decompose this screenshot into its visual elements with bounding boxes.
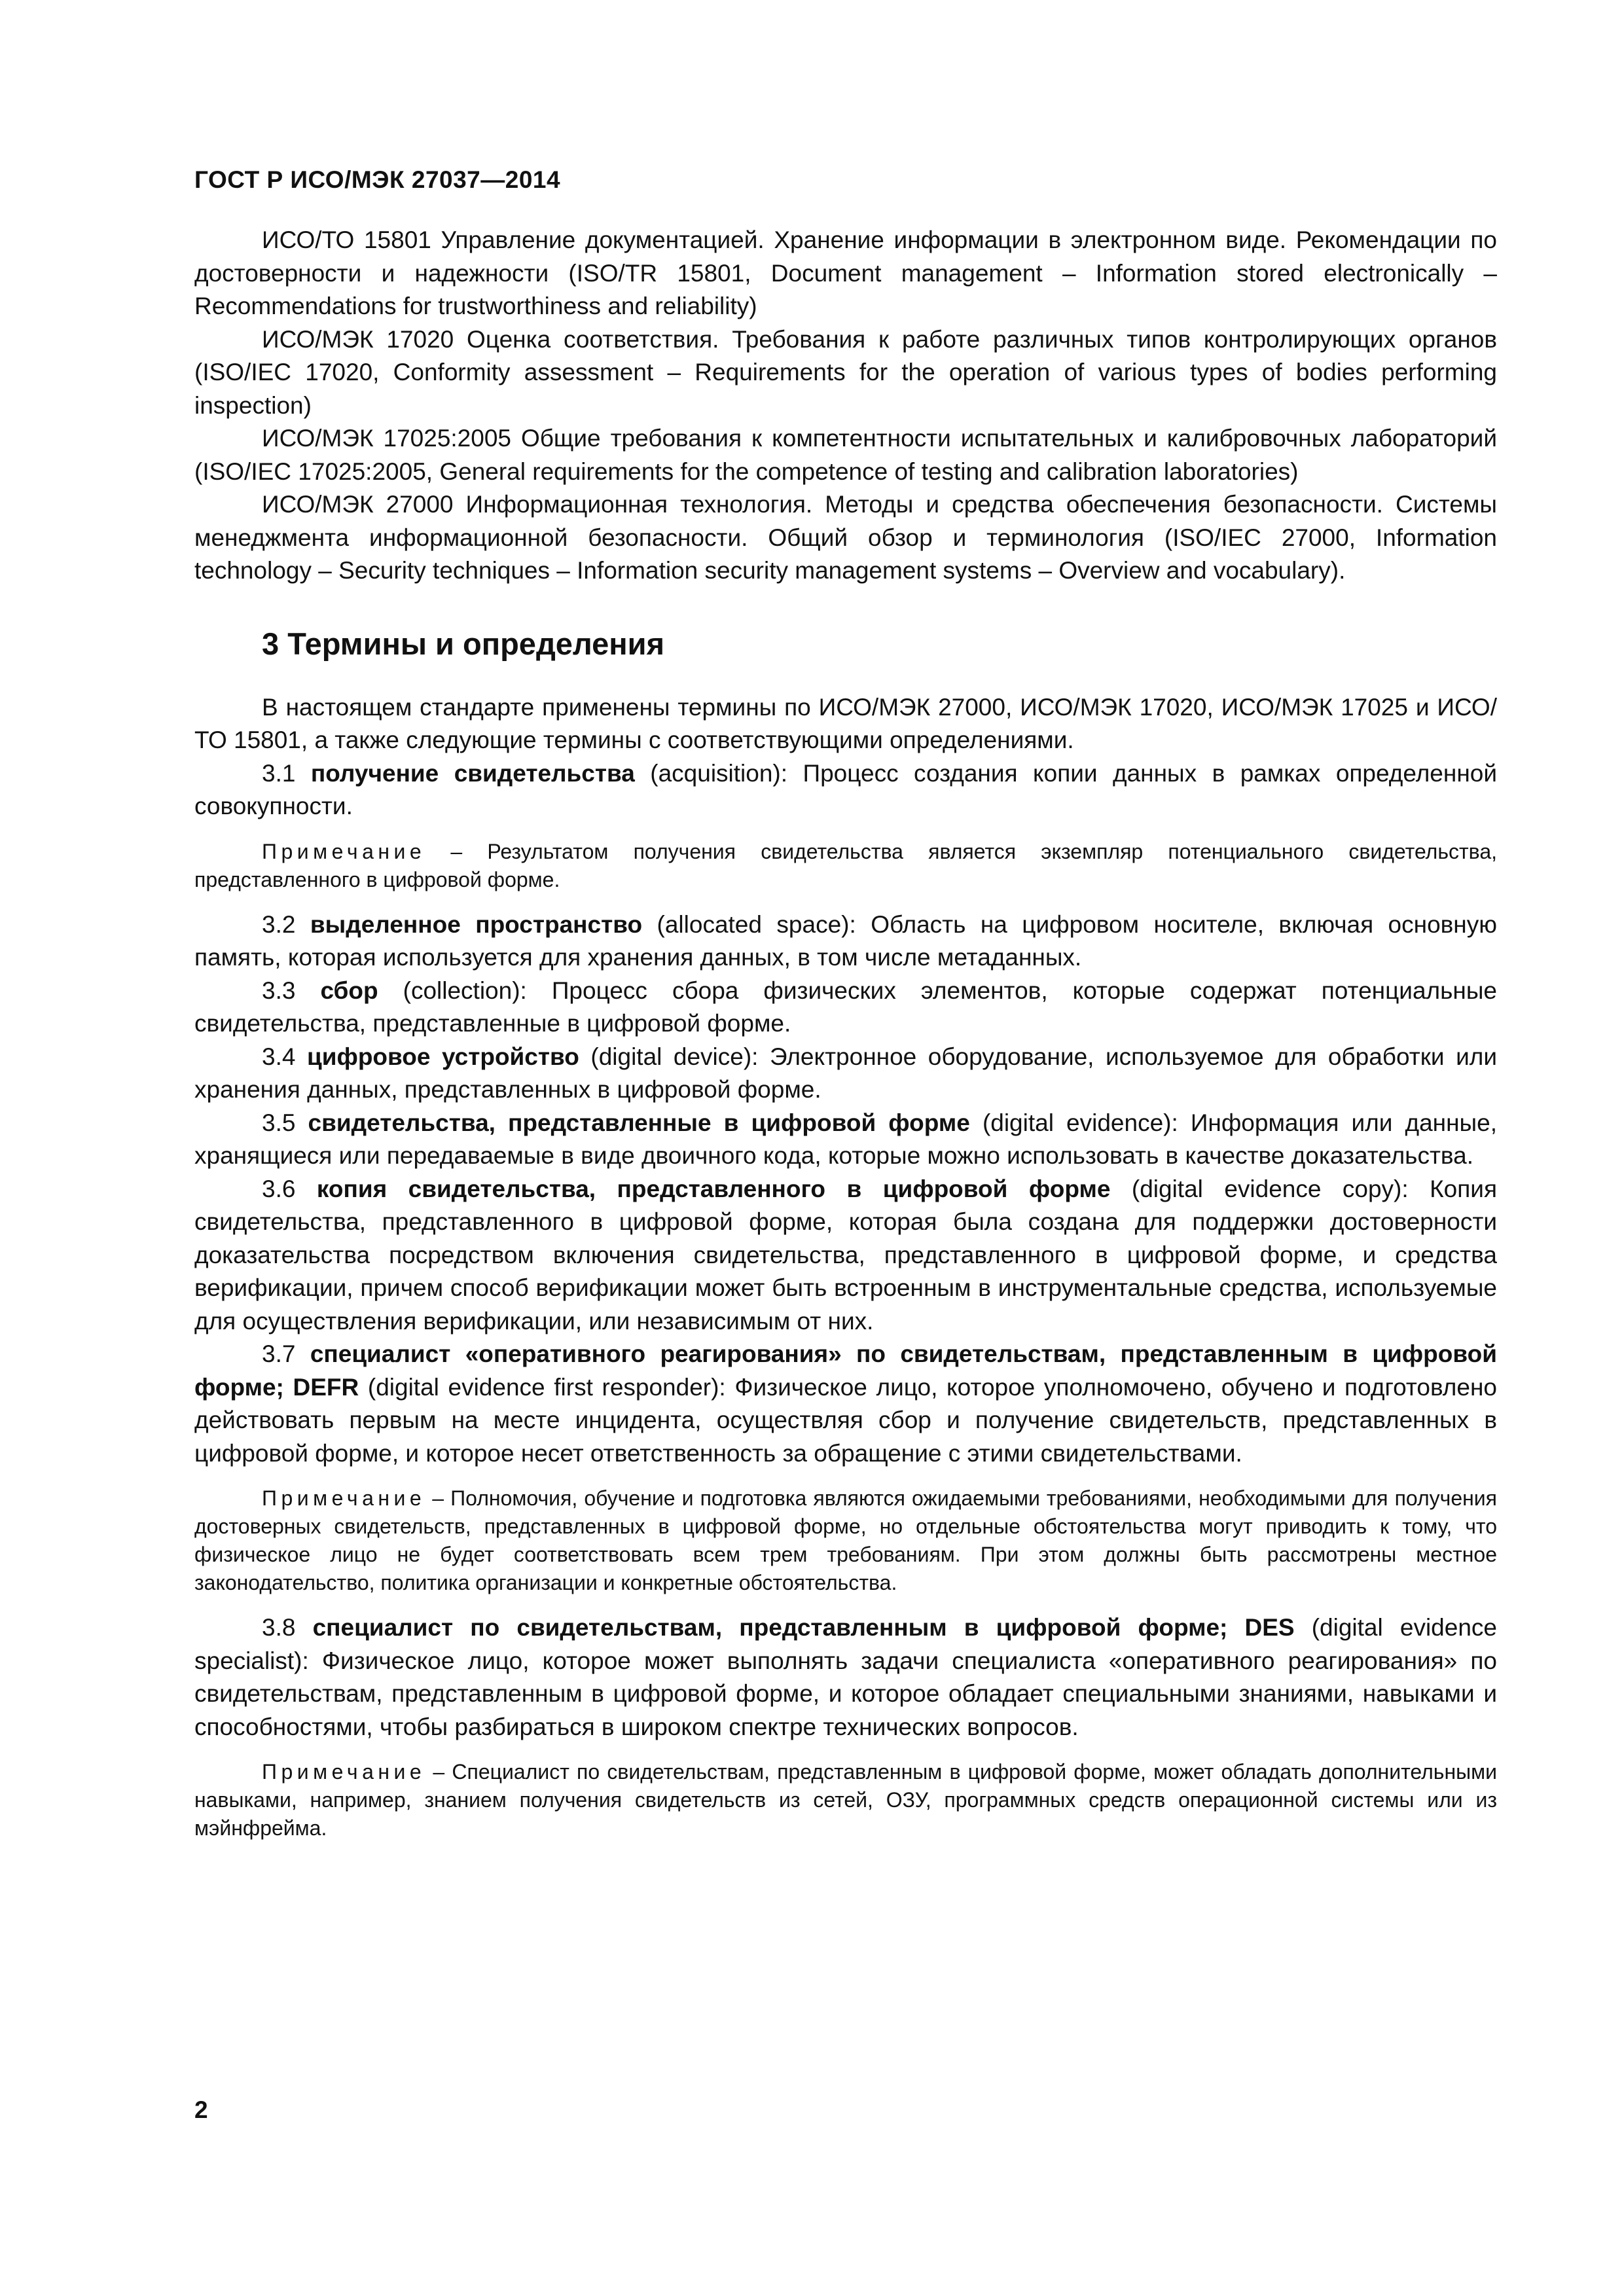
reference-item: ИСО/ТО 15801 Управление документацией. Хранение информации в электронном виде. Рекомендации по достоверности и надежности (ISO/TR 15801, Document management – Information stored electronically – Recommendations for trustworthiness and reliability) [194,226,1497,319]
term-name: копия свидетельства, представленного в цифровой форме [316,1175,1111,1202]
term-number: 3.3 [262,977,296,1004]
reference-item: ИСО/МЭК 17025:2005 Общие требования к компетентности испытательных и калибровочных лабораторий (ISO/IEC 17025:2005, General requirements for the competence of testing and calibration laboratories) [194,425,1497,485]
term-number: 3.1 [262,759,296,787]
reference-item: ИСО/МЭК 27000 Информационная технология. Методы и средства обеспечения безопасности. Системы менеджмента информационной безопасности. Общий обзор и терминология (ISO/IEC 27000, Information technology – Security techniques – Information security management systems – Overview and vocabulary). [194,491,1497,584]
term-entry [194,1338,1497,1470]
term-entry [194,1041,1497,1107]
term-entry [194,1107,1497,1173]
standard-header: ГОСТ Р ИСО/МЭК 27037—2014 [194,166,561,193]
note-label: Примечание [262,839,426,863]
page-number: 2 [194,2096,208,2123]
term-number: 3.6 [262,1175,296,1202]
term-definition: (acquisition): Процесс создания копии данных в рамках определенной совокупности. [194,759,1497,819]
section-intro: В настоящем стандарте применены термины по ИСО/МЭК 27000, ИСО/МЭК 17020, ИСО/МЭК 17025 и ИСО/ТО 15801, а также следующие термины с соответствующими определениями. [194,693,1497,753]
note-text: – Полномочия, обучение и подготовка являются ожидаемыми требованиями, необходимыми для получения достоверных свидетельств, представленных в цифровой форме, но отдельные обстоятельства могут приводить к тому, что физическое лицо не будет соответствовать всем трем требованиям. При этом должны быть рассмотрены местное законодательство, политика организации и конкретные обстоятельства. [194,1486,1497,1594]
term-name: выделенное пространство [310,910,643,938]
term-definition: (digital device): Электронное оборудование, используемое для обработки или хранения данных, представленных в цифровой форме. [194,1043,1498,1103]
term-number: 3.7 [262,1340,296,1367]
reference-item: ИСО/МЭК 17020 Оценка соответствия. Требования к работе различных типов контролирующих органов (ISO/IEC 17020, Conformity assessment – Requirements for the operation of various types of bodies performing inspection) [194,325,1497,419]
note [194,1758,1497,1842]
term-definition: (digital evidence): Информация или данные, хранящиеся или передаваемые в виде двоичного кода, которые можно использовать в качестве доказательства. [194,1109,1497,1169]
note [194,1484,1497,1597]
term-entry [194,908,1497,975]
term-entry [194,975,1497,1041]
term-name: специалист «оперативного реагирования» по свидетельствам, представленным в цифровой форме; DEFR [194,1340,1497,1401]
normative-references [194,224,1497,588]
term-entry [194,1173,1497,1338]
term-name: свидетельства, представленные в цифровой форме [308,1109,970,1136]
page-content [194,224,1497,1857]
term-number: 3.8 [262,1614,296,1641]
note-label: Примечание [262,1486,426,1510]
note-text: – Результатом получения свидетельства является экземпляр потенциального свидетельства, представленного в цифровой форме. [194,839,1497,891]
term-name: получение свидетельства [310,759,635,787]
term-entry [194,757,1497,823]
term-definition: (digital evidence copy): Копия свидетельства, представленного в цифровой форме, которая была создана для поддержки достоверности доказательства посредством включения свидетельства, представленного в цифровой форме, и средства верификации, причем способ верификации может быть встроенным в инструментальные средства, используемые для осуществления верификации, или независимым от них. [194,1175,1497,1335]
note-text: – Специалист по свидетельствам, представленным в цифровой форме, может обладать дополнительными навыками, например, знанием получения свидетельств из сетей, ОЗУ, программных средств операционной системы или из мэйнфрейма. [194,1760,1497,1840]
term-definition: (digital evidence first responder): Физическое лицо, которое уполномочено, обучено и подготовлено действовать первым на месте инцидента, осуществляя сбор и получение свидетельств, представленных в цифровой форме, и которое несет ответственность за обращение с этими свидетельствами. [194,1373,1497,1467]
term-definition: (collection): Процесс сбора физических элементов, которые содержат потенциальные свидетельства, представленные в цифровой форме. [194,977,1498,1037]
term-definition: (digital evidence specialist): Физическое лицо, которое может выполнять задачи специалиста «оперативного реагирования» по свидетельствам, представленным в цифровой форме, и которое обладает специальными знаниями, навыками и способностями, чтобы разбираться в широком спектре технических вопросов. [194,1614,1497,1740]
section-title: 3 Термины и определения [262,626,664,661]
note [194,838,1497,894]
term-name: сбор [320,977,378,1004]
term-name: цифровое устройство [306,1043,579,1070]
term-name: специалист по свидетельствам, представленным в цифровой форме; DES [312,1614,1295,1641]
term-number: 3.5 [262,1109,296,1136]
note-label: Примечание [262,1760,426,1784]
term-number: 3.4 [262,1043,296,1070]
term-number: 3.2 [262,910,296,938]
term-definition: (allocated space): Область на цифровом носителе, включая основную память, которая используется для хранения данных, в том числе метаданных. [194,910,1497,971]
term-entry [194,1611,1497,1744]
